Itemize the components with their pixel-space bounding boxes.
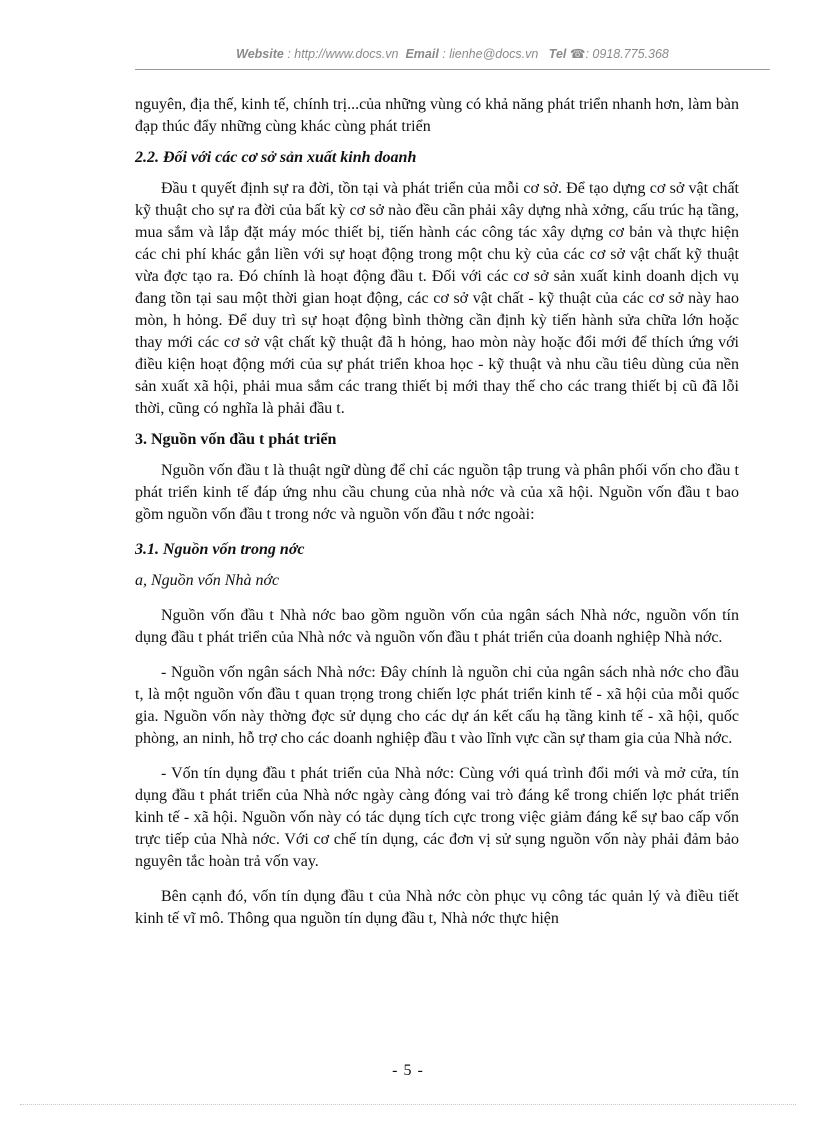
phone-icon: ☎	[569, 47, 586, 61]
document-body	[135, 94, 739, 930]
page-header	[135, 46, 770, 61]
bottom-rule	[20, 1104, 796, 1105]
email-label: Email	[405, 47, 439, 61]
paragraph-business-investment: Đầu t quyết định sự ra đời, tồn tại và phát triển của mỗi cơ sở. Để tạo dựng cơ sở vật chất kỹ thuật cho sự ra đời của bất kỳ cơ sở nào đều cần phải xây dựng nhà xởng, cấu trúc hạ tầng, mua sắm và lắp đặt máy móc thiết bị, tiến hành các công tác xây dựng cơ bản và thực hiện các chi phí khác gắn liền với sự hoạt động trong một chu kỳ của các cơ sở vật chất kỹ thuật vừa đợc tạo ra. Đó chính là hoạt động đầu t. Đối với các cơ sở sản xuất kinh doanh dịch vụ đang tồn tại sau một thời gian hoạt động, các cơ sở vật chất - kỹ thuật của các cơ sở này hao mòn, h hỏng. Để duy trì sự hoạt động bình thờng cần định kỳ tiến hành sửa chữa lớn hoặc thay mới các cơ sở vật chất kỹ thuật đã h hỏng, hao mòn này hoặc đổi mới để thích ứng với điều kiện hoạt động mới của sự phát triển khoa học - kỹ thuật và nhu cầu tiêu dùng của nền sản xuất xã hội, phải mua sắm các trang thiết bị mới thay thế cho các trang thiết bị cũ đã lỗi thời, cũng có nghĩa là phải đầu t.	[135, 180, 739, 417]
section-heading-3: 3. Nguồn vốn đầu t phát triển	[135, 431, 337, 448]
paragraph-state-capital: Nguồn vốn đầu t Nhà nớc bao gồm nguồn vốn của ngân sách Nhà nớc, nguồn vốn tín dụng đầu t phát triển của Nhà nớc và nguồn vốn đầu t phát triển của doanh nghiệp Nhà nớc.	[135, 607, 739, 646]
page-number: - 5 -	[392, 1062, 424, 1079]
tel-label: Tel	[548, 47, 567, 61]
header-rule	[135, 69, 770, 70]
subheading-a: a, Nguồn vốn Nhà nớc	[135, 572, 280, 589]
website-label: Website	[236, 47, 284, 61]
paragraph-state-budget: - Nguồn vốn ngân sách Nhà nớc: Đây chính là nguồn chi của ngân sách nhà nớc cho đầu t, là một nguồn vốn đầu t quan trọng trong chiến lợc phát triển kinh tế - xã hội của mỗi quốc gia. Nguồn vốn này thờng đợc sử dụng cho các dự án kết cấu hạ tầng kinh tế - xã hội, quốc phòng, an ninh, hỗ trợ cho các doanh nghiệp đầu t vào lĩnh vực cần sự tham gia của Nhà nớc.	[135, 664, 739, 747]
paragraph-macro-management: Bên cạnh đó, vốn tín dụng đầu t của Nhà nớc còn phục vụ công tác quản lý và điều tiết kinh tế vĩ mô. Thông qua nguồn tín dụng đầu t, Nhà nớc thực hiện	[135, 888, 739, 927]
section-heading-3-1: 3.1. Nguồn vốn trong nớc	[135, 541, 305, 558]
email-value: : lienhe@docs.vn	[442, 47, 539, 61]
website-value: : http://www.docs.vn	[287, 47, 399, 61]
paragraph-intro: nguyên, địa thế, kinh tế, chính trị...của những vùng có khả năng phát triển nhanh hơn, làm bàn đạp thúc đẩy những cùng khác cùng phát triển	[135, 96, 739, 135]
tel-value: : 0918.775.368	[585, 47, 669, 61]
section-heading-2-2: 2.2. Đối với các cơ sở sản xuất kinh doanh	[135, 149, 417, 166]
paragraph-credit-capital: - Vốn tín dụng đầu t phát triển của Nhà nớc: Cùng với quá trình đổi mới và mở cửa, tín dụng đầu t phát triển của Nhà nớc ngày càng đóng vai trò đáng kể trong chiến lợc phát triển kinh tế - xã hội. Nguồn vốn này có tác dụng tích cực trong việc giảm đáng kể sự bao cấp vốn trực tiếp của Nhà nớc. Với cơ chế tín dụng, các đơn vị sử sụng nguồn vốn này phải đảm bảo nguyên tắc hoàn trả vốn vay.	[135, 765, 739, 870]
paragraph-capital-sources: Nguồn vốn đầu t là thuật ngữ dùng để chỉ các nguồn tập trung và phân phối vốn cho đầu t phát triển kinh tế đáp ứng nhu cầu chung của nhà nớc và của xã hội. Nguồn vốn đầu t bao gồm nguồn vốn đầu t trong nớc và nguồn vốn đầu t nớc ngoài:	[135, 462, 739, 523]
